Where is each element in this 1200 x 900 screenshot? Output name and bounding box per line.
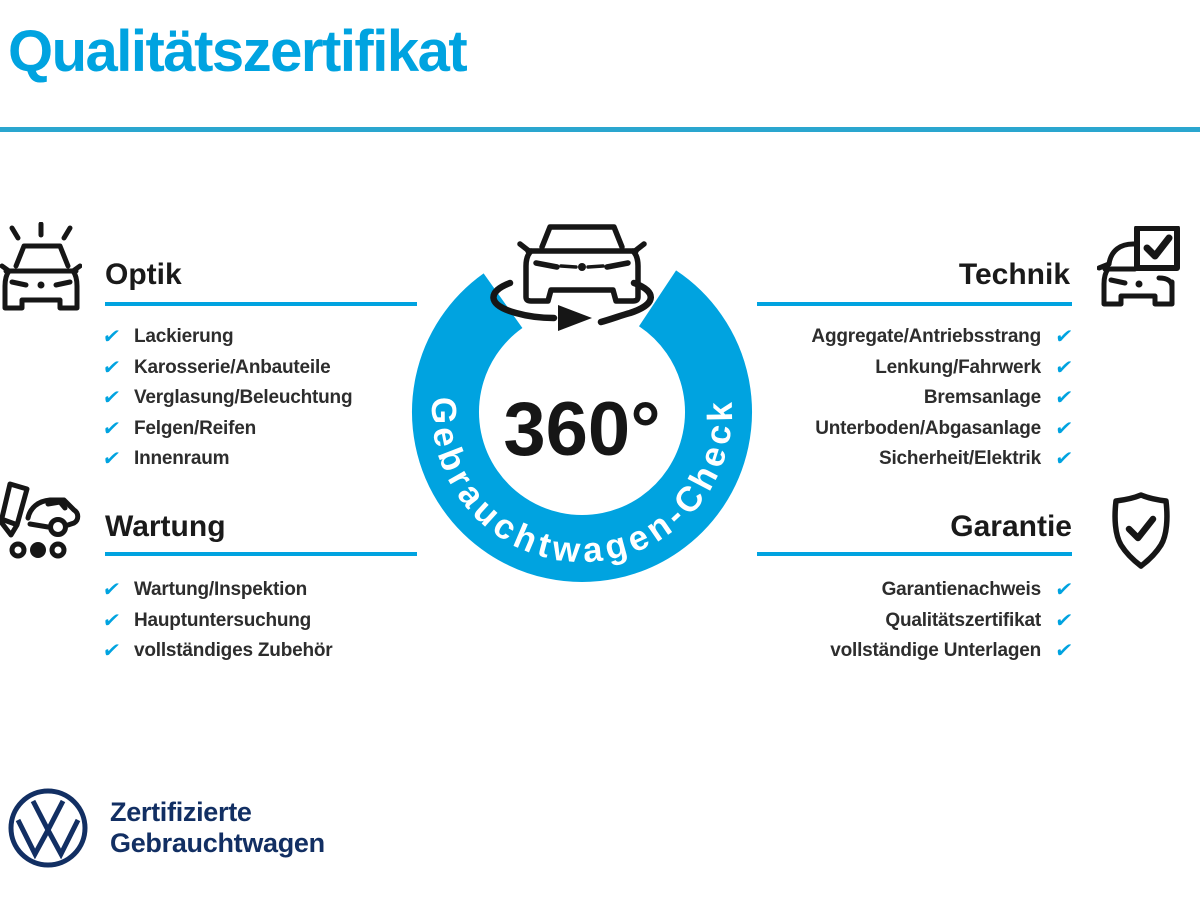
page-title: Qualitätszertifikat — [8, 19, 467, 84]
item-label: Bremsanlage — [923, 387, 1041, 409]
list-item — [712, 606, 1072, 637]
item-label: Unterboden/Abgasanlage — [815, 417, 1041, 439]
item-label: Sicherheit/Elektrik — [879, 448, 1041, 470]
shining-car-icon — [0, 222, 82, 314]
check-icon: ✔ — [1053, 448, 1074, 471]
item-label: Aggregate/Antriebsstrang — [811, 326, 1041, 348]
check-icon: ✔ — [1053, 609, 1074, 632]
check-icon: ✔ — [1053, 387, 1074, 410]
badge-degrees: 360° — [503, 387, 661, 472]
brand-text — [110, 797, 325, 859]
check-icon: ✔ — [1053, 417, 1074, 440]
list-item — [712, 383, 1072, 414]
item-label: Felgen/Reifen — [134, 417, 256, 439]
list-item — [103, 383, 423, 414]
item-label: Innenraum — [134, 448, 230, 470]
check-icon: ✔ — [101, 579, 122, 602]
check-icon: ✔ — [101, 609, 122, 632]
check-icon: ✔ — [101, 448, 122, 471]
section-underline-optik — [105, 302, 417, 306]
section-title-technik: Technik — [958, 258, 1070, 291]
item-label: Hauptuntersuchung — [134, 609, 312, 631]
list-item — [712, 444, 1072, 475]
item-label: Lackierung — [134, 326, 234, 348]
car-rotation-icon — [493, 227, 650, 331]
check-icon: ✔ — [1053, 356, 1074, 379]
item-label: Lenkung/Fahrwerk — [875, 356, 1041, 378]
list-item — [712, 636, 1072, 667]
check-icon: ✔ — [1053, 326, 1074, 349]
pencil-car-icon — [0, 480, 85, 568]
section-title-wartung: Wartung — [105, 510, 226, 543]
list-item — [103, 414, 423, 445]
check-icon: ✔ — [101, 417, 122, 440]
badge-ring-label: Gebrauchtwagen-Check — [423, 396, 741, 571]
list-item — [103, 606, 423, 637]
list-item — [103, 575, 423, 606]
wartung-list — [103, 575, 423, 667]
car-checklist-icon — [1097, 226, 1182, 308]
item-label: vollständige Unterlagen — [830, 640, 1041, 662]
item-label: Garantienachweis — [881, 579, 1041, 601]
list-item — [103, 322, 423, 353]
item-label: Karosserie/Anbauteile — [134, 356, 331, 378]
item-label: Qualitätszertifikat — [885, 609, 1041, 631]
list-item — [103, 636, 423, 667]
section-title-optik: Optik — [105, 258, 182, 291]
list-item — [712, 353, 1072, 384]
check-icon: ✔ — [101, 640, 122, 663]
optik-list — [103, 322, 423, 475]
brand-line-2: Gebrauchtwagen — [110, 828, 325, 858]
garantie-list — [712, 575, 1072, 667]
check-icon: ✔ — [101, 387, 122, 410]
item-label: Verglasung/Beleuchtung — [134, 387, 353, 409]
check-icon: ✔ — [1053, 579, 1074, 602]
list-item — [103, 444, 423, 475]
shield-check-icon — [1108, 492, 1174, 570]
item-label: vollständiges Zubehör — [134, 640, 333, 662]
check-icon: ✔ — [101, 356, 122, 379]
section-underline-technik — [757, 302, 1072, 306]
section-underline-wartung — [105, 552, 417, 556]
list-item — [712, 322, 1072, 353]
vw-logo — [6, 786, 90, 870]
item-label: Wartung/Inspektion — [134, 579, 308, 601]
check-icon: ✔ — [1053, 640, 1074, 663]
list-item — [103, 353, 423, 384]
section-underline-garantie — [757, 552, 1072, 556]
list-item — [712, 575, 1072, 606]
technik-list — [712, 322, 1072, 475]
check-icon: ✔ — [101, 326, 122, 349]
list-item — [712, 414, 1072, 445]
brand-line-1: Zertifizierte — [110, 797, 252, 827]
section-title-garantie: Garantie — [950, 510, 1072, 543]
